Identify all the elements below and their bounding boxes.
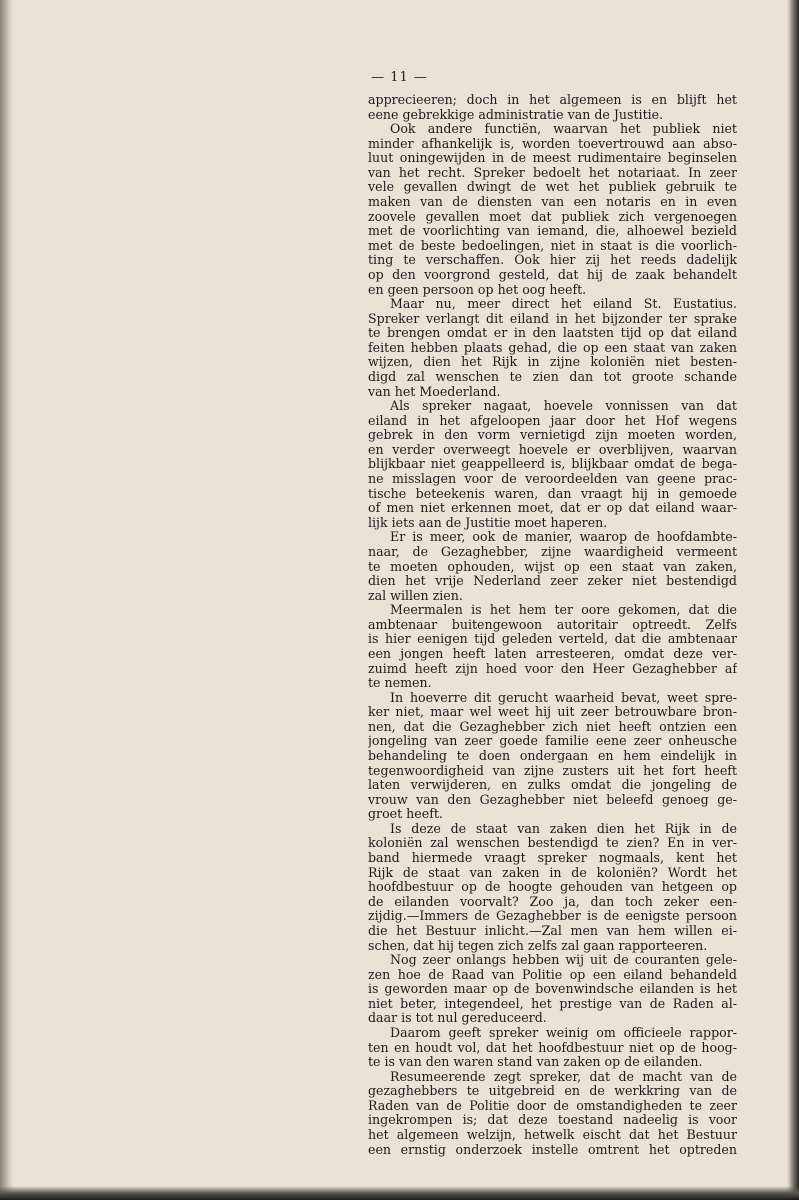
text-line: te nemen.: [368, 676, 432, 691]
text-line: Ook andere functiën, waarvan het publiek niet: [390, 122, 737, 137]
text-line: zen hoe de Raad van Politie op een eiland behandeld: [368, 967, 737, 982]
page-right-edge: [787, 0, 799, 1200]
text-line: de eilanden voorvalt? Zoo ja, dan toch zeker een-: [368, 894, 737, 909]
text-line: een jongen heeft laten arresteeren, omdat deze ver-: [368, 646, 737, 661]
text-line: Is deze de staat van zaken dien het Rijk in de: [390, 821, 737, 836]
text-line: van het Moederland.: [368, 384, 501, 399]
text-line: ting te verschaffen. Ook hier zij het reeds dadelijk: [368, 253, 737, 268]
text-line: hoofdbestuur op de hoogte gehouden van hetgeen op: [368, 880, 737, 895]
text-line: ingekrompen is; dat deze toestand nadeelig is voor: [368, 1113, 737, 1128]
text-line: lijk iets aan de Justitie moet haperen.: [368, 515, 608, 530]
page-left-edge: [0, 0, 14, 1200]
text-line: te is van den waren stand van zaken op de eilanden.: [368, 1055, 703, 1070]
text-line: niet beter, integendeel, het prestige van de Raden al-: [368, 996, 737, 1011]
text-line: apprecieeren; doch in het algemeen is en blijft het: [368, 93, 737, 107]
text-line: minder afhankelijk is, worden toevertrouwd aan abso-: [368, 136, 737, 151]
text-line: die het Bestuur inlicht.—Zal men van hem willen ei-: [368, 923, 737, 938]
text-line: tische beteekenis waren, dan vraagt hij in gemoede: [368, 486, 737, 501]
text-line: luut oningewijden in de meest rudimentaire beginselen: [368, 151, 737, 166]
text-line: van het recht. Spreker bedoelt het notariaat. In zeer: [368, 165, 737, 180]
text-line: behandeling te doen ondergaan en hem eindelijk in: [368, 749, 737, 764]
text-line: op den voorgrond gesteld, dat hij de zaak behandelt: [368, 267, 737, 282]
text-line: naar, de Gezaghebber, zijne waardigheid vermeent: [368, 544, 737, 559]
text-line: het algemeen welzijn, hetwelk eischt dat het Bestuur: [368, 1128, 737, 1143]
text-line: te moeten ophouden, wijst op een staat van zaken,: [368, 559, 737, 574]
text-line: vrouw van den Gezaghebber niet beleefd genoeg ge-: [368, 792, 737, 807]
text-line: maken van de diensten van een notaris en in even: [368, 195, 737, 210]
text-line: met de voorlichting van iemand, die, alhoewel bezield: [368, 224, 737, 239]
text-line: zal willen zien.: [368, 588, 463, 603]
text-line: jongeling van zeer goede familie eene zeer onheusche: [368, 734, 737, 749]
text-line: met de beste bedoelingen, niet in staat is die voorlich-: [368, 238, 737, 253]
text-line: nen, dat die Gezaghebber zich niet heeft ontzien een: [368, 719, 737, 734]
text-line: gezaghebbers te uitgebreid en de werkkring van de: [368, 1084, 737, 1099]
text-line: eiland in het afgeloopen jaar door het Hof wegens: [368, 413, 737, 428]
text-line: of men niet erkennen moet, dat er op dat eiland waar-: [368, 501, 737, 516]
text-line: dien het vrije Nederland zeer zeker niet bestendigd: [368, 574, 737, 589]
text-line: groet heeft.: [368, 807, 443, 822]
text-line: ker niet, maar wel weet hij uit zeer betrouwbare bron-: [368, 705, 737, 720]
text-line: band hiermede vraagt spreker nogmaals, kent het: [368, 851, 737, 866]
text-line: koloniën zal wenschen bestendigd te zien? En in ver-: [368, 836, 737, 851]
text-line: en verder overweegt hoevele er overblijven, waarvan: [368, 442, 737, 457]
text-line: Er is meer, ook de manier, waarop de hoofdambte-: [390, 530, 737, 545]
text-line: is geworden maar op de bovenwindsche eilanden is het: [368, 982, 737, 997]
page-bottom-shadow: [0, 1186, 799, 1200]
text-line: Meermalen is het hem ter oore gekomen, dat die: [390, 603, 737, 618]
text-line: Nog zeer onlangs hebben wij uit de couranten gele-: [390, 953, 737, 968]
text-line: tegenwoordigheid van zijne zusters uit het fort heeft: [368, 763, 737, 778]
text-line: Als spreker nagaat, hoevele vonnissen van dat: [390, 399, 737, 414]
text-line: gebrek in den vorm vernietigd zijn moeten worden,: [368, 428, 737, 443]
text-line: blijkbaar niet geappelleerd is, blijkbaar omdat de bega-: [368, 457, 737, 472]
text-line: ne misslagen voor de veroordeelden van geene prac-: [368, 472, 737, 487]
text-line: Daarom geeft spreker weinig om officieele rappor-: [390, 1026, 737, 1040]
page-number: — 11 —: [371, 70, 428, 85]
text-line: feiten hebben plaats gehad, die op een staat van zaken: [368, 340, 737, 355]
text-line: In hoeverre dit gerucht waarheid bevat, weet spre-: [390, 690, 737, 705]
text-line: en geen persoon op het oog heeft.: [368, 282, 587, 297]
text-line: ambtenaar buitengewoon autoritair optreedt. Zelfs: [368, 617, 737, 632]
text-line: Raden van de Politie door de omstandigheden te zeer: [368, 1098, 737, 1113]
text-line: digd zal wenschen te zien dan tot groote schande: [368, 369, 737, 384]
text-line: zoovele gevallen moet dat publiek zich vergenoegen: [368, 209, 737, 224]
text-line: schen, dat hij tegen zich zelfs zal gaan rapporteeren.: [368, 938, 708, 953]
text-line: Spreker verlangt dit eiland in het bijzonder ter sprake: [368, 311, 737, 326]
text-line: Resumeerende zegt spreker, dat de macht van de: [390, 1069, 737, 1084]
text-line: eene gebrekkige administratie van de Justitie.: [368, 107, 664, 122]
text-line: te brengen omdat er in den laatsten tijd op dat eiland: [368, 326, 737, 341]
text-line: daar is tot nul gereduceerd.: [368, 1011, 547, 1026]
text-line: ten en houdt vol, dat het hoofdbestuur niet op de hoog-: [368, 1040, 737, 1055]
text-line: Rijk de staat van zaken in de koloniën? Wordt het: [368, 865, 737, 880]
text-line: laten verwijderen, en zulks omdat die jongeling de: [368, 778, 737, 793]
text-line: wijzen, dien het Rijk in zijne koloniën niet besten-: [368, 355, 737, 370]
text-line: zijdig.—Immers de Gezaghebber is de eenigste persoon: [368, 909, 737, 924]
text-line: Maar nu, meer direct het eiland St. Eustatius.: [390, 297, 737, 312]
body-text-column: [368, 93, 737, 1157]
text-line: zuimd heeft zijn hoed voor den Heer Gezaghebber af: [368, 661, 737, 676]
text-line: een ernstig onderzoek instelle omtrent het optreden: [368, 1142, 737, 1157]
text-line: vele gevallen dwingt de wet het publiek gebruik te: [368, 180, 737, 195]
text-line: is hier eenigen tijd geleden verteld, dat die ambtenaar: [368, 632, 737, 647]
